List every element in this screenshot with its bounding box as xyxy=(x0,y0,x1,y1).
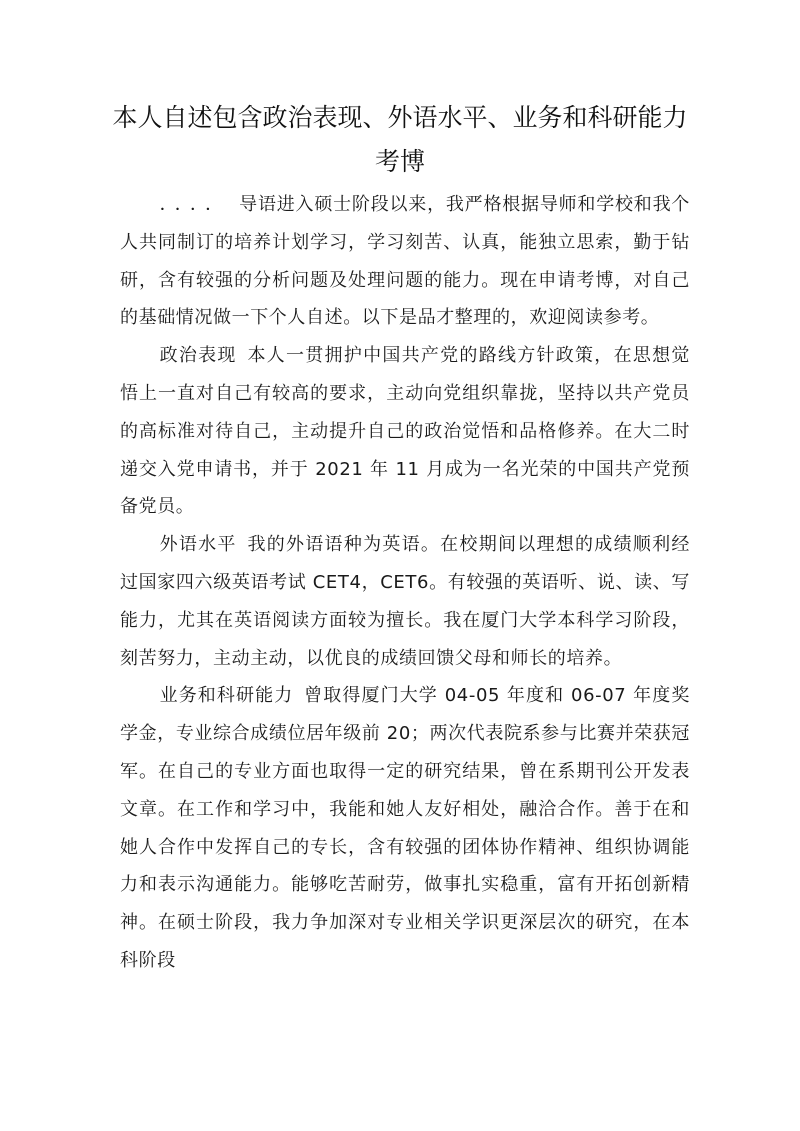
intro-dots: ．．．． xyxy=(159,194,221,215)
title-line-1: 本人自述包含政治表现、外语水平、业务和科研能力 xyxy=(112,103,688,132)
section-language xyxy=(120,526,690,677)
document-body xyxy=(120,186,690,980)
section-political xyxy=(120,337,690,526)
title-line-2: 考博 xyxy=(374,147,425,176)
section-text-political: 本人一贯拥护中国共产党的路线方针政策，在思想觉悟上一直对自己有较高的要求，主动向党组织靠拢，坚持以共产党员的高标准对待自己，主动提升自己的政治觉悟和品格修养。在大二时递交入党申请书，并于 2021 年 11 月成为一名光荣的中国共产党预备党员。 xyxy=(120,345,690,518)
intro-paragraph xyxy=(120,186,690,337)
document-title xyxy=(100,96,700,184)
section-heading-language: 外语水平 xyxy=(159,534,237,556)
section-text-language: 我的外语语种为英语。在校期间以理想的成绩顺利经过国家四六级英语考试 CET4，CET6。有较强的英语听、说、读、写能力，尤其在英语阅读方面较为擅长。我在厦门大学本科学习阶段，刻苦努力，主动主动，以优良的成绩回馈父母和师长的培养。 xyxy=(120,534,690,669)
intro-text: 导语进入硕士阶段以来，我严格根据导师和学校和我个人共同制订的培养计划学习，学习刻苦、认真，能独立思索，勤于钻研，含有较强的分析问题及处理问题的能力。现在申请考博，对自己的基础情况做一下个人自述。以下是品才整理的，欢迎阅读参考。 xyxy=(120,194,690,329)
section-heading-research: 业务和科研能力 xyxy=(159,685,294,707)
section-text-research: 曾取得厦门大学 04-05 年度和 06-07 年度奖学金，专业综合成绩位居年级前 20；两次代表院系参与比赛并荣获冠军。在自己的专业方面也取得一定的研究结果，曾在系期刊公开发表文章。在工作和学习中，我能和她人友好相处，融洽合作。善于在和她人合作中发挥自己的专长，含有较强的团体协作精神、组织协调能力和表示沟通能力。能够吃苦耐劳，做事扎实稳重，富有开拓创新精神。在硕士阶段，我力争加深对专业相关学识更深层次的研究，在本科阶段 xyxy=(120,685,690,971)
section-heading-political: 政治表现 xyxy=(159,345,237,367)
section-research xyxy=(120,677,690,979)
